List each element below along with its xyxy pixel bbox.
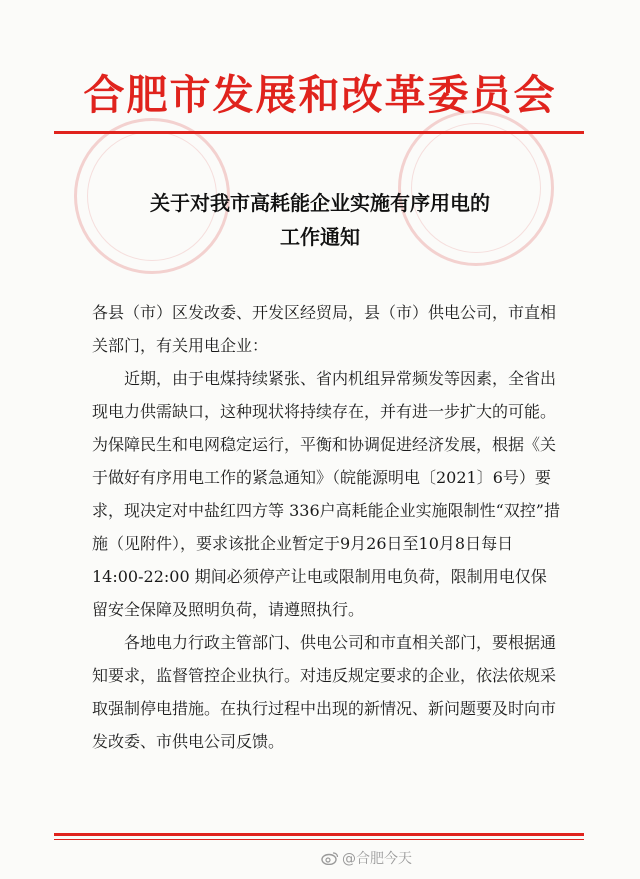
weibo-icon xyxy=(321,851,339,865)
paragraph-2: 各地电力行政主管部门、供电公司和市直相关部门，要根据通知要求，监督管控企业执行。对违反规定要求的企业，依法依规采取强制停电措施。在执行过程中出现的新情况、新问题要及时向市发改委、市供电公司反馈。 xyxy=(92,633,557,751)
paragraph-1: 近期，由于电煤持续紧张、省内机组异常频发等因素，全省出现电力供需缺口，这种现状将持续存在，并有进一步扩大的可能。为保障民生和电网稳定运行，平衡和协调促进经济发展，根据《关于做好有序用电工作的紧急通知》（皖能源明电〔2021〕6号）要求，现决定对中盐红四方等 336户高耗能企业实施限制性“双控”措施（见附件），要求该批企业暂定于9月26日至10月8日每日 14:00-22:00 期间必须停产让电或限制用电负荷，限制用电仅保留安全保障及照明负荷，请遵照执行。 xyxy=(92,369,560,619)
red-divider-bottom-thin xyxy=(54,839,584,840)
addressee: 各县（市）区发改委、开发区经贸局，县（市）供电公司，市直相关部门，有关用电企业： xyxy=(92,303,557,355)
red-divider-bottom xyxy=(54,833,584,836)
notice-title xyxy=(0,186,640,254)
red-divider-top xyxy=(54,131,584,134)
notice-title-line2: 工作通知 xyxy=(280,225,360,249)
watermark xyxy=(321,848,412,868)
notice-title-line1: 关于对我市高耗能企业实施有序用电的 xyxy=(150,191,490,215)
issuing-authority-title: 合肥市发展和改革委员会 xyxy=(83,71,557,119)
watermark-text: @合肥今天 xyxy=(342,851,412,867)
notice-body xyxy=(92,296,560,758)
